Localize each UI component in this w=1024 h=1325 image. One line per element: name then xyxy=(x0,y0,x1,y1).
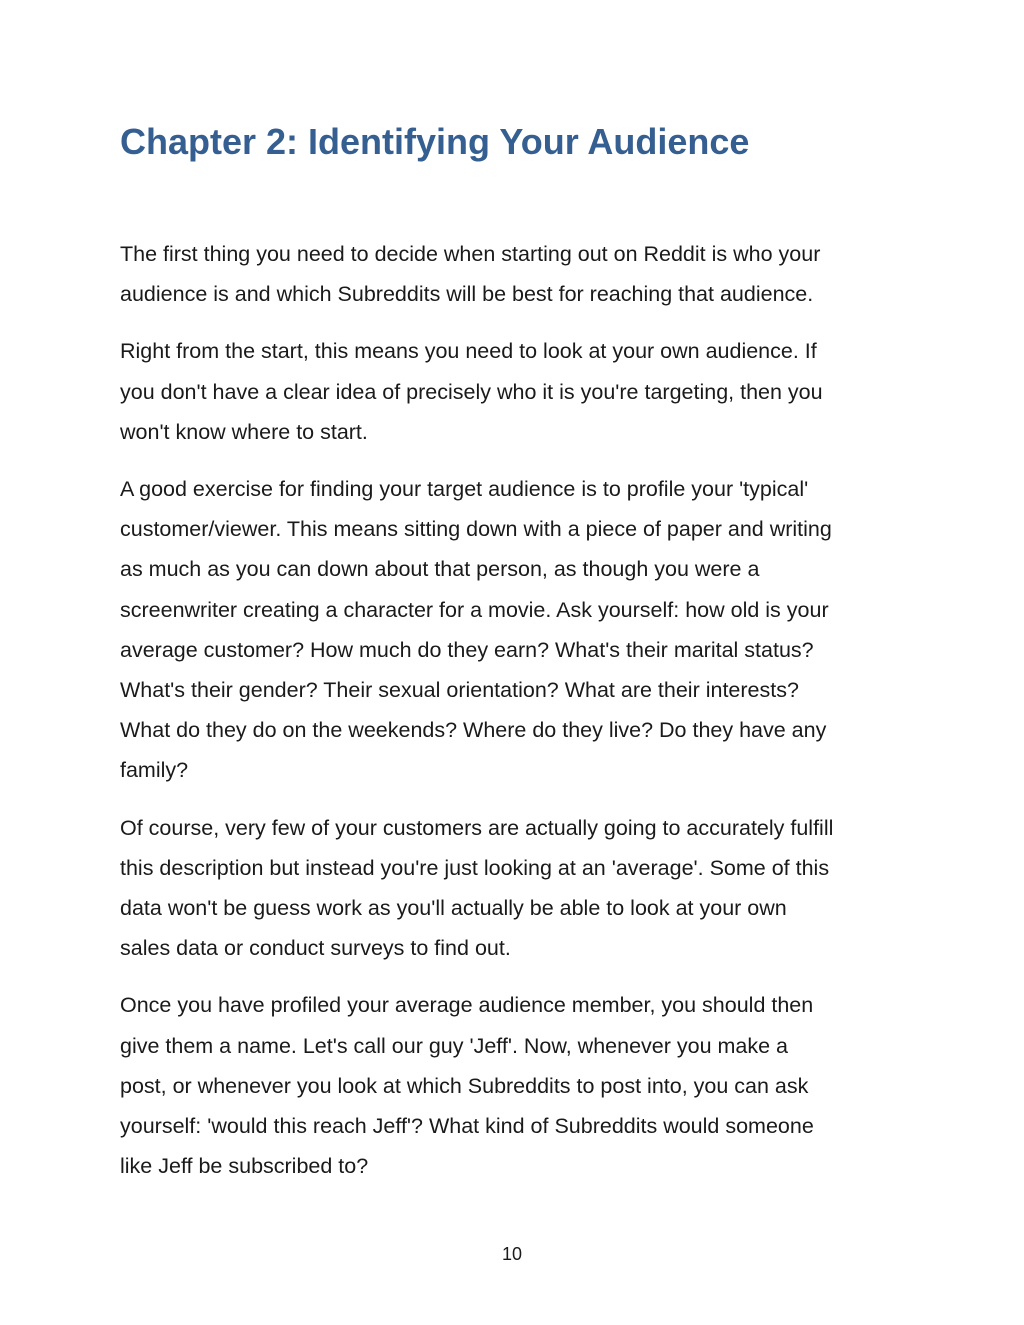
paragraph xyxy=(120,469,920,791)
text-line: like Jeff be subscribed to? xyxy=(120,1154,369,1179)
text-line: you don't have a clear idea of precisely who it is you're targeting, then you xyxy=(120,379,823,404)
text-line: data won't be guess work as you'll actually be able to look at your own xyxy=(120,896,787,921)
text-line: average customer? How much do they earn? What's their marital status? xyxy=(120,637,814,662)
text-line: A good exercise for finding your target audience is to profile your 'typical' xyxy=(120,477,809,502)
text-line: Right from the start, this means you need to look at your own audience. If xyxy=(120,339,817,364)
paragraph xyxy=(120,808,920,969)
text-line: yourself: 'would this reach Jeff'? What kind of Subreddits would someone xyxy=(120,1114,814,1139)
text-line: customer/viewer. This means sitting down with a piece of paper and writing xyxy=(120,517,832,542)
text-line: Of course, very few of your customers are actually going to accurately fulfill xyxy=(120,815,834,840)
paragraph xyxy=(120,234,920,314)
text-line: What's their gender? Their sexual orientation? What are their interests? xyxy=(120,678,799,703)
text-line: this description but instead you're just looking at an 'average'. Some of this xyxy=(120,855,830,880)
text-line: won't know where to start. xyxy=(120,419,368,444)
text-line: screenwriter creating a character for a movie. Ask yourself: how old is your xyxy=(120,597,829,622)
text-line: family? xyxy=(120,758,189,783)
chapter-title: Chapter 2: Identifying Your Audience xyxy=(120,121,750,162)
text-line: Once you have profiled your average audience member, you should then xyxy=(120,993,814,1018)
text-line: The first thing you need to decide when starting out on Reddit is who your xyxy=(120,242,821,266)
page-number: 10 xyxy=(501,1244,523,1264)
text-line: sales data or conduct surveys to find out. xyxy=(120,936,511,961)
body-text xyxy=(120,234,920,1203)
text-line: audience is and which Subreddits will be best for reaching that audience. xyxy=(120,282,814,307)
text-line: give them a name. Let's call our guy 'Jeff'. Now, whenever you make a xyxy=(120,1033,789,1058)
paragraph xyxy=(120,985,920,1186)
text-line: What do they do on the weekends? Where do they live? Do they have any xyxy=(120,718,827,743)
text-line: post, or whenever you look at which Subreddits to post into, you can ask xyxy=(120,1073,809,1098)
paragraph xyxy=(120,331,920,452)
text-line: as much as you can down about that person, as though you were a xyxy=(120,557,760,582)
